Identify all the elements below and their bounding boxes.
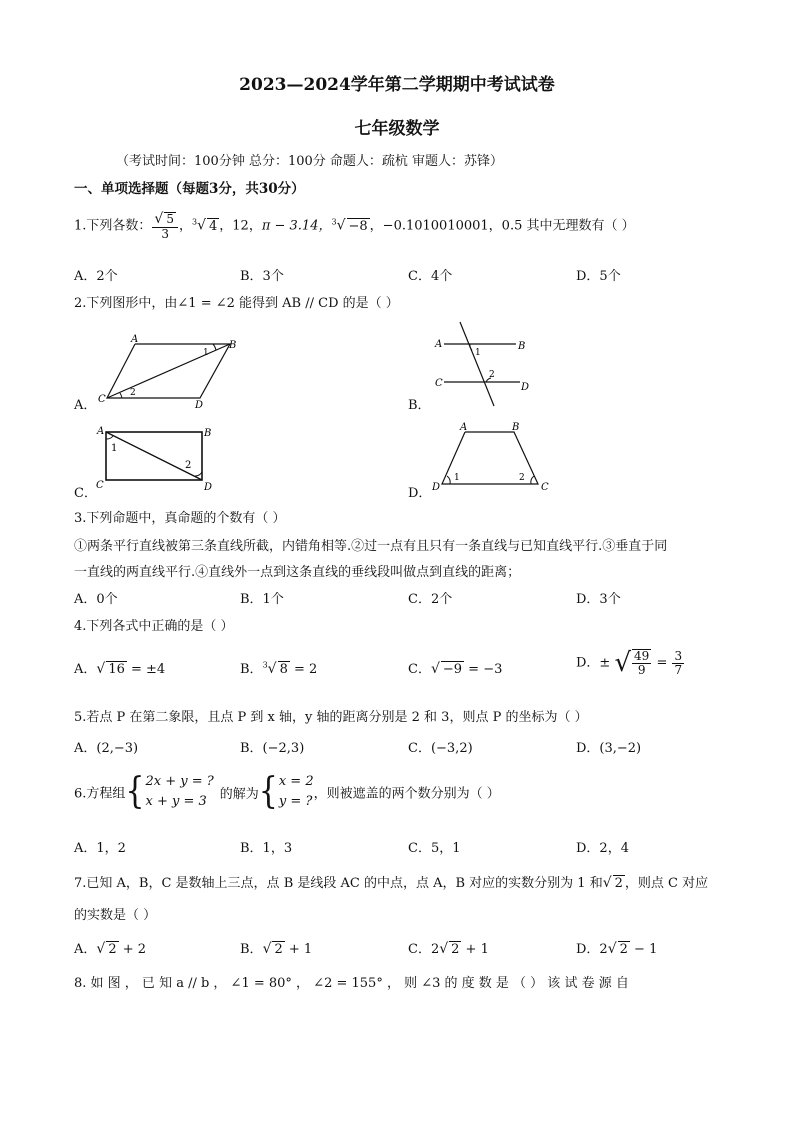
fig-d-label-d: D [432,482,441,493]
q5-option-d[interactable]: D．(3,−2) [576,741,642,756]
q6-option-c[interactable]: C．5，1 [408,841,461,856]
question-2: 2.下列图形中，由∠1 = ∠2 能得到 AB // CD 的是（ ） [74,296,399,311]
q4-option-c[interactable]: C．√ −9 = −3 [408,661,503,677]
q7-option-c[interactable]: C．2√ 2 + 1 [408,941,489,957]
q4-option-b[interactable]: B．$^3$√ 8 = 2 [240,660,318,677]
q1-cbrt4: 4 [209,218,218,234]
q7-line-2: 的实数是（ ） [74,908,157,923]
fig-c-angle-2: 2 [185,460,192,471]
question-4: 4.下列各式中正确的是（ ） [74,619,234,634]
q2-figure-b [428,320,543,408]
q2-figure-c [92,420,222,492]
q2-option-d[interactable]: D． [408,486,432,501]
q1-option-d[interactable]: D．5个 [576,269,621,284]
q3-option-a[interactable]: A．0个 [74,592,118,607]
fig-c-angle-1: 1 [111,443,118,454]
fig-d-label-b: B [512,422,520,433]
question-7: 7.已知 A，B，C 是数轴上三点，点 B 是线段 AC 的中点，点 A，B 对应的实数分别为 1 和√ 2 ，则点 C 对应 [74,875,709,891]
q6-option-d[interactable]: D．2，4 [576,841,629,856]
q4-option-d[interactable]: D．± √ $\frac{49}{9}$ = $\frac{3}{7}$ [576,648,683,678]
fig-c-label-a: A [97,426,105,437]
q1-option-a[interactable]: A．2个 [74,269,118,284]
q3-option-b[interactable]: B．1个 [240,592,284,607]
q6-option-a[interactable]: A．1，2 [74,841,126,856]
q5-option-c[interactable]: C．(−3,2) [408,741,473,756]
fig-b-angle-1: 1 [475,348,481,358]
question-5: 5.若点 P 在第二象限，且点 P 到 x 轴，y 轴的距离分别是 2 和 3，则点 P 的坐标为（ ） [74,710,588,725]
q2-figure-d [428,420,553,495]
q4-option-a[interactable]: A．√ 16 = ±4 [74,661,166,677]
q1-option-b[interactable]: B．3个 [240,269,284,284]
question-1: 1.下列各数： $\frac{√ 5}{3}$ ，$^3$√ 4 ，12，π − 3.14，$^3$√ −8 ，−0.1010010001，0.5 其中无理数有（ ） [74,211,635,241]
exam-title: 2023—2024学年第二学期期中考试试卷 [239,75,555,95]
fig-c-label-b: B [204,428,212,439]
question-3: 3.下列命题中，真命题的个数有（ ） [74,511,286,526]
q3-statement-line1: ①两条平行直线被第三条直线所截，内错角相等.②过一点有且只有一条直线与已知直线平行.③垂直于同 [74,539,668,554]
q3-option-c[interactable]: C．2个 [408,592,453,607]
fig-d-angle-1: 1 [454,473,460,483]
q2-option-c[interactable]: C． [74,486,97,501]
exam-info: （考试时间：100分钟 总分：100分 命题人：疏杭 审题人：苏锋） [116,154,504,169]
fig-a-label-d: D [195,400,204,410]
fig-b-label-d: D [521,382,530,393]
q6-equation-2: x + y = 3 [145,794,207,809]
q1-pi: π − 3.14， [261,218,332,234]
fig-b-angle-2: 2 [489,370,495,380]
q2-figure-a [95,332,245,410]
q2-option-b[interactable]: B． [408,398,431,413]
q1-prefix: 1.下列各数： [74,218,152,234]
q1-cbrt-neg8: −8 [348,218,368,234]
fig-d-label-a: A [460,422,468,433]
section-heading: 一、单项选择题（每题3分，共30分） [74,181,305,197]
fig-a-label-b: B [229,340,237,351]
q3-statement-line2: 一直线的两直线平行.④直线外一点到这条直线的垂线段叫做点到直线的距离； [74,565,521,580]
q6-option-b[interactable]: B．1，3 [240,841,293,856]
fig-a-angle-2: 2 [130,388,136,398]
exam-subtitle: 七年级数学 [354,119,440,139]
q1-option-c[interactable]: C．4个 [408,269,453,284]
q6-equation-1: 2x + y = ? [145,774,214,789]
fig-b-label-b: B [518,341,526,352]
q7-option-d[interactable]: D．2√ 2 − 1 [576,941,658,957]
fig-b-label-a: A [435,339,443,350]
fig-b-label-c: C [435,378,443,389]
question-8: 8. 如 图 ， 已 知 a // b ， ∠1 = 80° ， ∠2 = 155° ， 则 ∠3 的 度 数 是 （ ） 该 试 卷 源 自 [74,976,629,991]
q3-option-d[interactable]: D．3个 [576,592,621,607]
q5-option-b[interactable]: B．(−2,3) [240,741,305,756]
q6-solution-1: x = 2 [278,774,314,789]
q7-option-b[interactable]: B．√ 2 + 1 [240,941,313,957]
q1-sqrt5-over-3: $\frac{√ 5}{3}$ [152,212,178,240]
fig-a-label-c: C [98,394,106,405]
question-6: 6.方程组{ 2x + y = ? x + y = 3 的解为{ x = 2 y = ? ，则被遮盖的两个数分别为（ ） [74,770,500,813]
fig-d-angle-2: 2 [519,473,525,483]
q2-option-a[interactable]: A． [74,398,97,413]
q6-solution-2: y = ? [278,794,313,809]
fig-a-angle-1: 1 [203,348,209,358]
q7-option-a[interactable]: A．√ 2 + 2 [74,941,147,957]
fig-c-label-c: C [96,480,104,491]
fig-d-label-c: C [541,482,549,493]
q5-option-a[interactable]: A．(2,−3) [74,741,139,756]
fig-a-label-a: A [131,334,139,345]
fig-c-label-d: D [204,482,213,492]
